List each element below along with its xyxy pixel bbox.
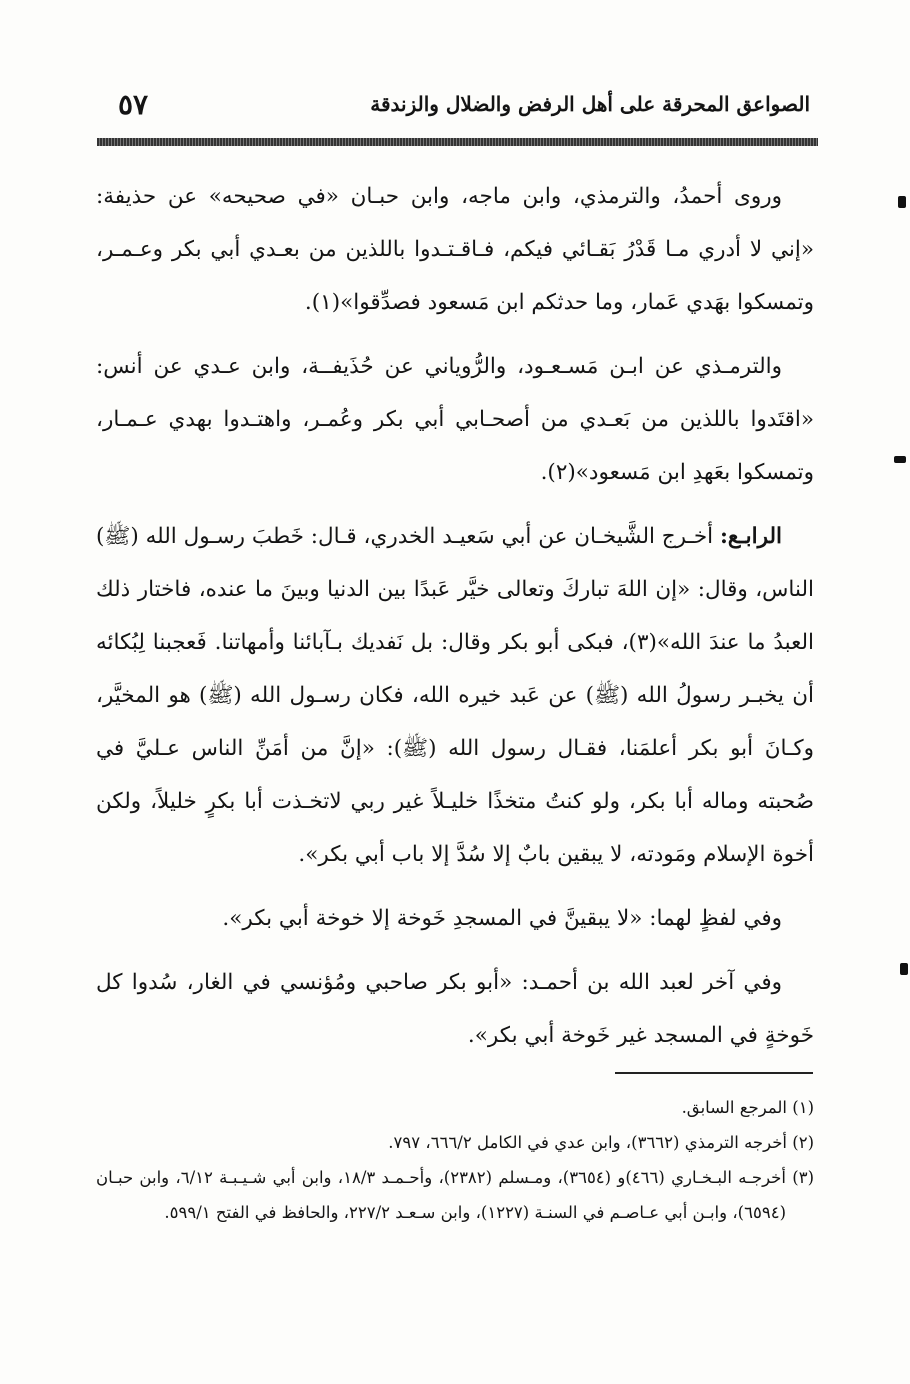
margin-mark	[900, 963, 908, 975]
page-number: ٥٧	[118, 88, 149, 121]
margin-mark	[898, 196, 906, 208]
paragraph-2: والترمـذي عن ابـن مَسـعـود، والرُّوياني عن حُذَيفــة، وابن عـدي عن أنس: «اقتَدوا باللذين من بَعـدي من أصحـابي أبي بكر وعُمـر، واهتـدوا بهدي عـمـار، وتمسكوا بعَهدِ ابن مَسعود»(٢).	[96, 354, 814, 485]
paragraph-3	[96, 510, 814, 881]
footnote-divider	[615, 1072, 813, 1074]
footnote-2: (٢) أخرجه الترمذي (٣٦٦٢)، وابن عدي في الكامل ٦٦٦/٢، ٧٩٧.	[388, 1133, 814, 1152]
paragraph-3-text: أخـرج الشَّيخـان عن أبي سَعيـد الخدري، قـال: خَطبَ رسـول الله (ﷺ) الناس، وقال: «إن اللهَ تباركَ وتعالى خيَّر عَبدًا بين الدنيا وبينَ ما عنده، فاختار ذلك العبدُ ما عندَ الله»(٣)، فبكى أبو بكر وقال: بل نَفديك بـآبائنا وأمهاتنا. فَعجبنا لِبُكائه أن يخبـر رسولُ الله (ﷺ) عن عَبد خيره الله، فكان رسـول الله (ﷺ) هو المخيَّر، وكـانَ أبو بكر أعلمَنا، فقـال رسول الله (ﷺ): «إنَّ من أمَنِّ الناس عـليَّ في صُحبته وماله أبا بكر، ولو كنتُ متخذًا خليـلاً غير ربي لاتخـذت أبا بكرٍ خليلاً، ولكن أخوة الإسلام ومَودته، لا يبقين بابٌ إلا سُدَّ إلا باب أبي بكر».	[96, 524, 814, 867]
header-rule	[97, 138, 818, 146]
section-lead-word: الرابـع:	[719, 524, 782, 549]
paragraph-4: وفي لفظٍ لهما: «لا يبقينَّ في المسجدِ خَوخة إلا خوخة أبي بكر».	[222, 906, 782, 931]
main-text	[96, 170, 814, 1073]
paragraph-1: وروى أحمدُ، والترمذي، وابن ماجه، وابن حبـان «في صحيحه» عن حذيفة: «إني لا أدري مـا قَدْرُ بَقـائي فيكم، فـاقـتـدوا باللذين من بعـدي أبي بكر وعـمـر، وتمسكوا بهَدي عَمار، وما حدثكم ابن مَسعود فصدِّقوا»(١).	[96, 184, 814, 315]
footnotes	[96, 1090, 814, 1230]
footnote-3: (٣) أخرجـه البـخـاري (٤٦٦)و (٣٦٥٤)، ومـسلم (٢٣٨٢)، وأحـمـد ١٨/٣، وابن أبي شـيـبـة ٦/١٢، وابن حبـان (٦٥٩٤)، وابـن أبي عـاصـم في السنـة (١٢٢٧)، وابن سـعـد ٢٢٧/٢، والحافظ في الفتح ٥٩٩/١.	[96, 1168, 814, 1222]
paragraph-5: وفي آخر لعبد الله بن أحمـد: «أبو بكر صاحبي ومُؤنسي في الغار، سُدوا كل خَوخةٍ في المسجد غير خَوخة أبي بكر».	[96, 970, 814, 1048]
footnote-1: (١) المرجع السابق.	[681, 1098, 814, 1117]
running-title: الصواعق المحرقة على أهل الرفض والضلال والزندقة	[370, 92, 810, 116]
running-header	[118, 88, 810, 128]
margin-mark	[894, 456, 906, 463]
